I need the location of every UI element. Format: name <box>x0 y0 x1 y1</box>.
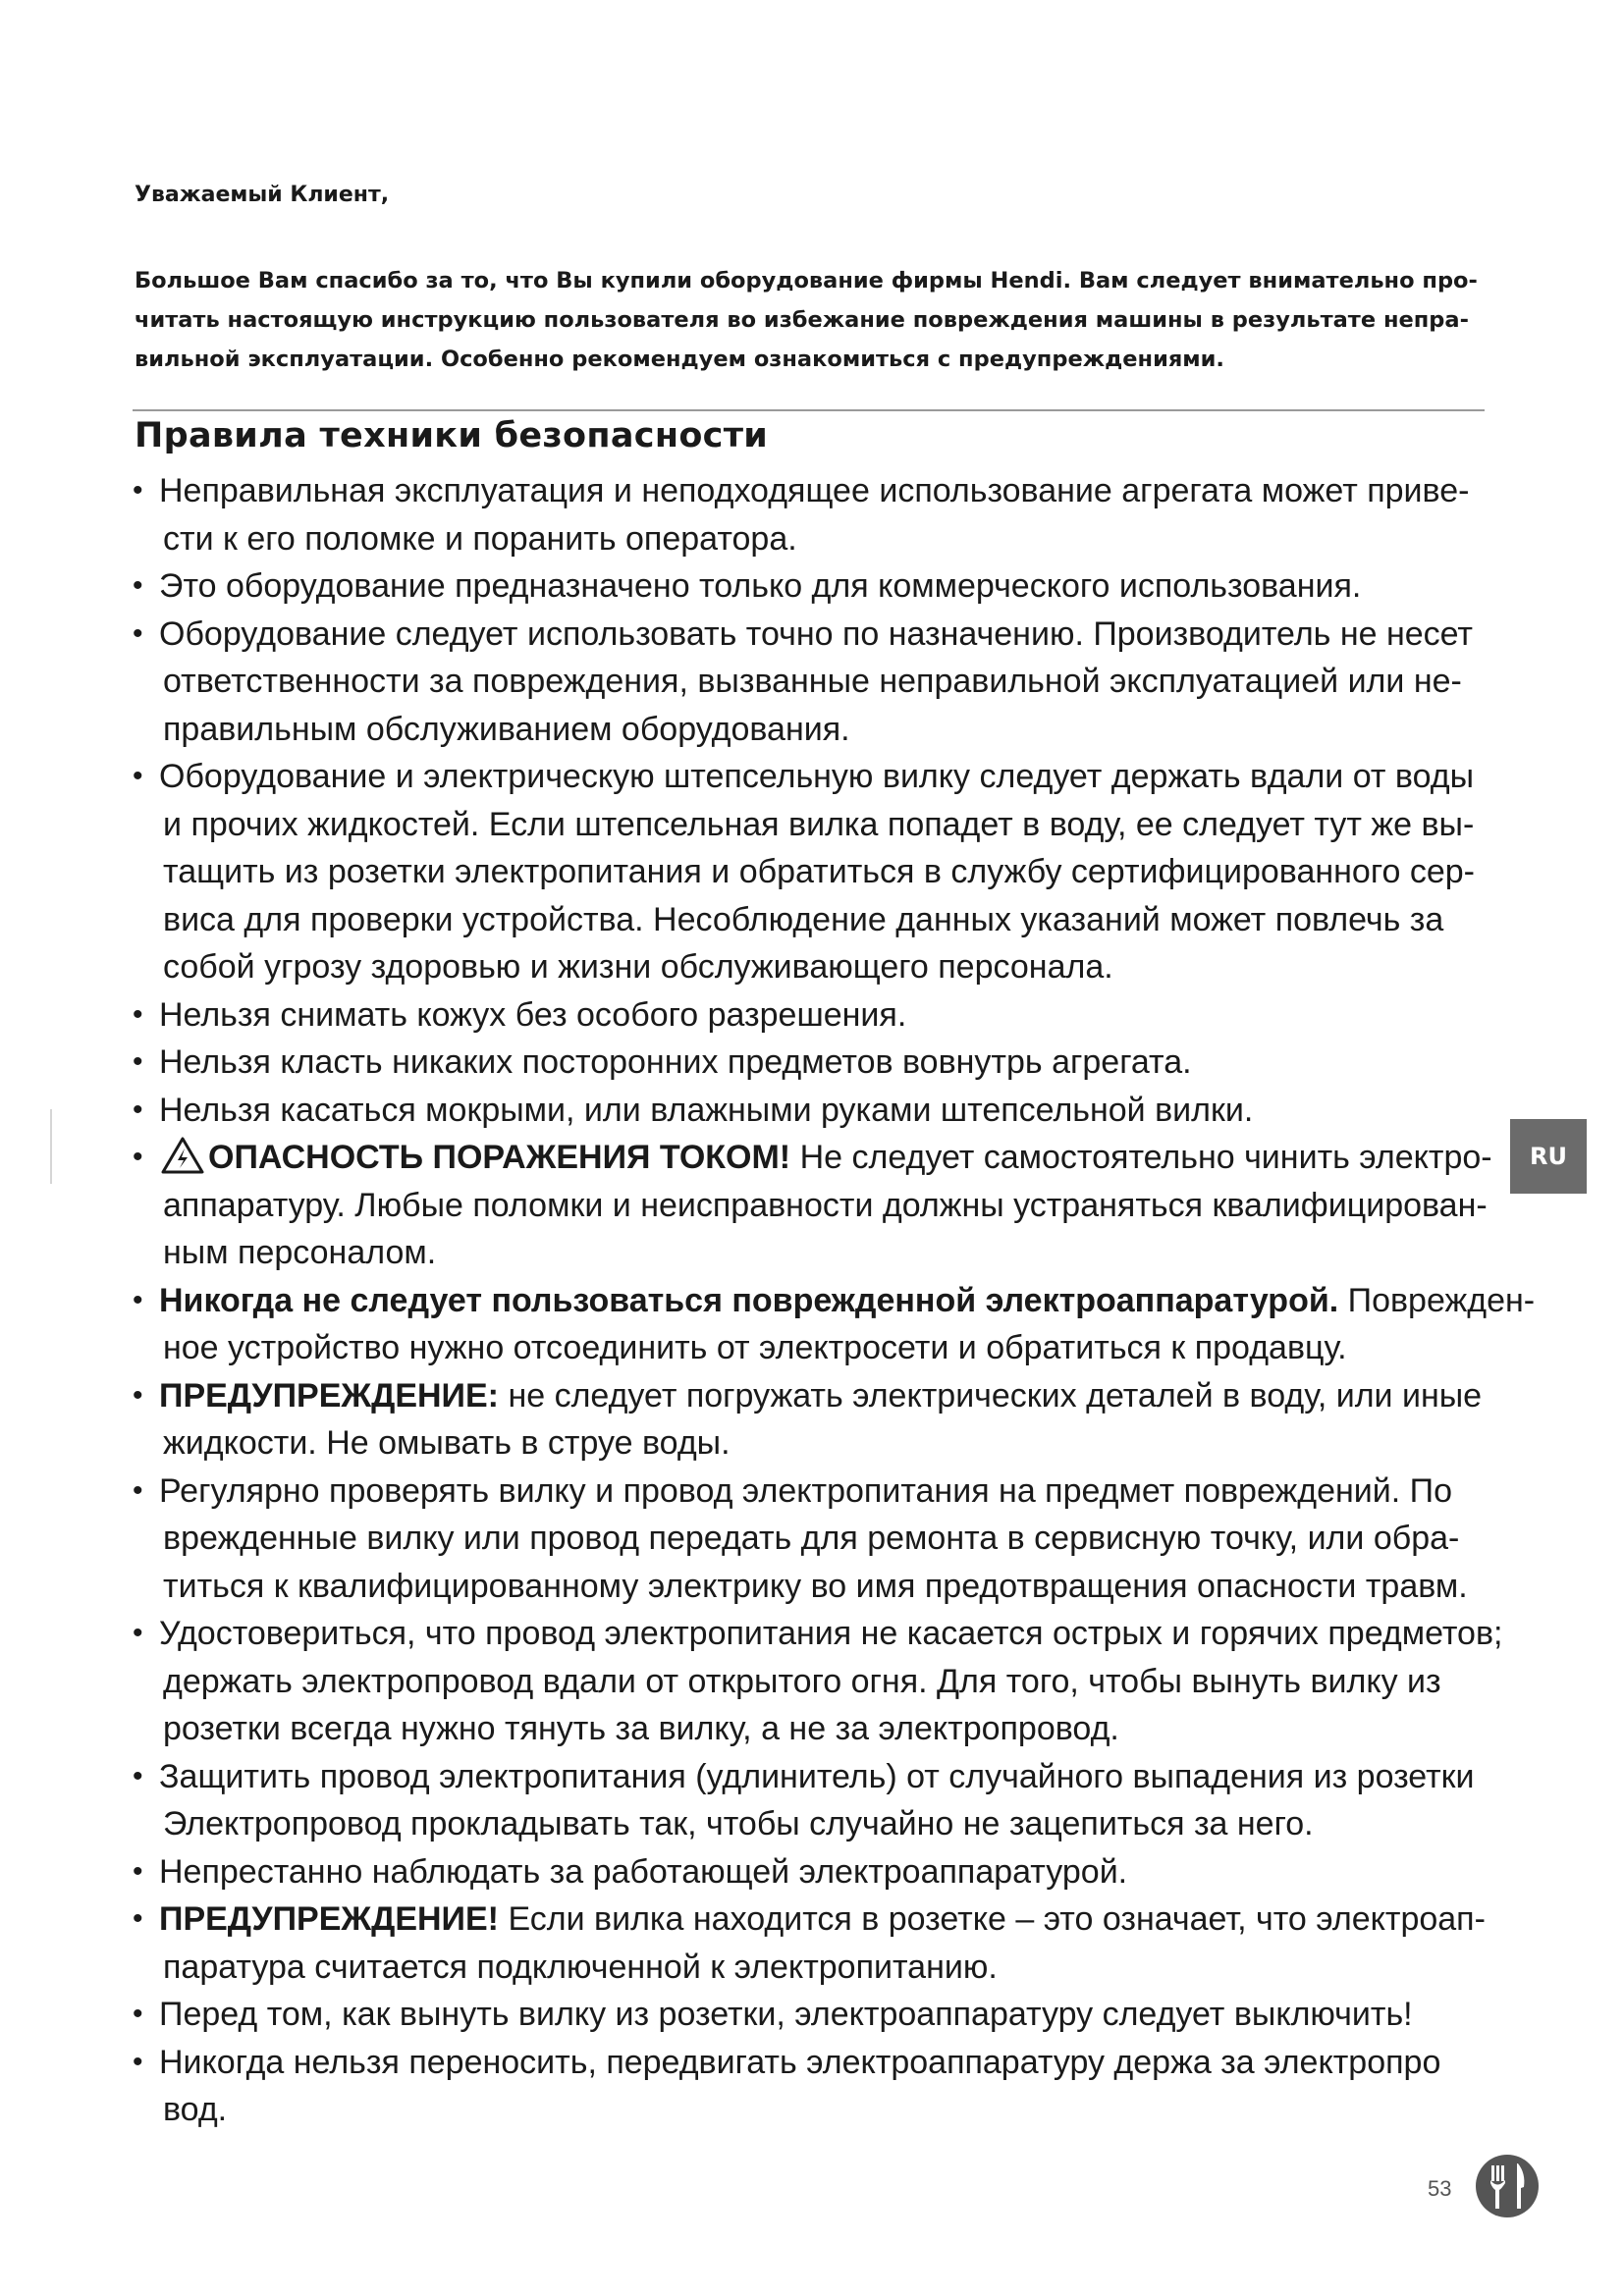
rule-emphasis: ПРЕДУПРЕЖДЕНИЕ: <box>159 1376 499 1415</box>
rule-line: Защитить провод электропитания (удлинитель) от случайного выпадения из розетки <box>159 1757 1475 1795</box>
margin-line <box>50 1109 52 1184</box>
rule-line: держать электропровод вдали от открытого огня. Для того, чтобы вынуть вилку из <box>163 1662 1441 1700</box>
bullet-icon: • <box>133 760 143 792</box>
rule-line: сти к его поломке и поранить оператора. <box>163 519 797 558</box>
intro-paragraph <box>135 261 1499 379</box>
safety-rule-item <box>133 1134 1502 1277</box>
rule-line: розетки всегда нужно тянуть за вилку, а не за электропровод. <box>163 1710 1119 1747</box>
bullet-icon: • <box>133 1093 143 1126</box>
rule-line: виса для проверки устройства. Несоблюдение данных указаний может повлечь за <box>163 900 1444 938</box>
rule-emphasis: ПРЕДУПРЕЖДЕНИЕ! <box>159 1900 499 1938</box>
page-number: 53 <box>1428 2176 1452 2201</box>
rule-line: аппаратуру. Любые поломки и неисправности должны устраняться квалифицирован- <box>163 1186 1488 1224</box>
rule-line: титься к квалифицированному электрику во имя предотвращения опасности травм. <box>163 1567 1468 1605</box>
language-tab[interactable]: RU <box>1510 1119 1587 1194</box>
intro-line: вильной эксплуатации. Особенно рекомендуем ознакомиться с предупреждениями. <box>135 347 1224 372</box>
safety-rule-item <box>133 1468 1502 1611</box>
rule-line: Удостовериться, что провод электропитания не касается острых и горячих предметов; <box>159 1615 1503 1652</box>
rule-line <box>159 1277 1536 1325</box>
safety-rule-item <box>133 611 1502 754</box>
bullet-icon: • <box>133 2045 143 2078</box>
rule-text: не следует погружать электрических деталей в воду, или иные <box>499 1376 1483 1415</box>
rule-line <box>159 1372 1502 1420</box>
section-heading: Правила техники безопасности <box>135 416 769 455</box>
bullet-icon: • <box>133 1378 143 1412</box>
bullet-icon: • <box>133 1854 143 1888</box>
safety-rule-item <box>133 467 1502 562</box>
rule-line: ным персоналом. <box>163 1234 437 1271</box>
rule-line: ответственности за повреждения, вызванные неправильной эксплуатацией или не- <box>163 663 1462 700</box>
safety-rule-item <box>133 1896 1502 1991</box>
rule-emphasis: Никогда не следует пользоваться поврежденной электроаппаратурой. <box>159 1281 1339 1319</box>
bullet-icon: • <box>133 1617 143 1649</box>
bullet-icon: • <box>133 474 143 507</box>
rule-line: Это оборудование предназначено только для коммерческого использования. <box>159 567 1362 605</box>
rule-line: Нельзя класть никаких посторонних предметов вовнутрь агрегата. <box>159 1043 1192 1081</box>
bullet-icon: • <box>133 1045 143 1078</box>
rule-line: паратура считается подключенной к электропитанию. <box>163 1948 998 1986</box>
rule-line: Регулярно проверять вилку и провод электропитания на предмет повреждений. По <box>159 1471 1452 1510</box>
bullet-icon: • <box>133 569 143 602</box>
bullet-icon: • <box>133 1473 143 1507</box>
rule-line: ное устройство нужно отсоединить от электросети и обратиться к продавцу. <box>163 1329 1347 1366</box>
safety-rule-item <box>133 1372 1502 1468</box>
safety-rule-item <box>133 1753 1502 1848</box>
safety-rule-item <box>133 562 1502 611</box>
safety-rule-item <box>133 753 1502 991</box>
rule-line: тащить из розетки электропитания и обратиться в службу сертифицированного сер- <box>163 853 1475 890</box>
rule-line: Нельзя касаться мокрыми, или влажными руками штепсельной вилки. <box>159 1091 1254 1129</box>
section-divider <box>133 409 1485 411</box>
rule-text: Не следует самостоятельно чинить электро- <box>790 1139 1492 1176</box>
rule-line: врежденные вилку или провод передать для ремонта в сервисную точку, или обра- <box>163 1520 1460 1557</box>
rule-line: собой угрозу здоровью и жизни обслуживающего персонала. <box>163 948 1113 986</box>
rule-line: Перед том, как вынуть вилку из розетки, электроаппаратуру следует выключить! <box>159 1996 1413 2033</box>
rule-line: Непрестанно наблюдать за работающей электроаппаратурой. <box>159 1852 1128 1891</box>
rule-emphasis: ОПАСНОСТЬ ПОРАЖЕНИЯ ТОКОМ! <box>208 1139 791 1176</box>
greeting: Уважаемый Клиент, <box>135 183 390 207</box>
rule-line: вод. <box>163 2091 228 2128</box>
safety-rule-item <box>133 1991 1502 2039</box>
rule-line: Нельзя снимать кожух без особого разрешения. <box>159 995 907 1034</box>
rule-line: Электропровод прокладывать так, чтобы случайно не зацепиться за него. <box>163 1805 1314 1842</box>
rule-line: Оборудование и электрическую штепсельную вилку следует держать вдали от воды <box>159 758 1475 795</box>
rule-line <box>159 1896 1502 1944</box>
intro-line: Большое Вам спасибо за то, что Вы купили оборудование фирмы Hendi. Вам следует внимательно про- <box>135 268 1478 294</box>
rule-line: жидкости. Не омывать в струе воды. <box>163 1424 731 1462</box>
rule-text: Если вилка находится в розетке – это означает, что электроап- <box>499 1900 1486 1938</box>
electric-hazard-icon <box>161 1137 204 1174</box>
bullet-icon: • <box>133 1141 143 1173</box>
rule-line: Неправильная эксплуатация и неподходящее использование агрегата может приве- <box>159 472 1470 509</box>
safety-rule-item <box>133 2039 1502 2134</box>
rule-text: Поврежден- <box>1338 1281 1536 1319</box>
safety-rule-item <box>133 1039 1502 1087</box>
rule-line <box>159 1134 1502 1182</box>
safety-rule-item <box>133 1848 1502 1896</box>
cutlery-icon <box>1475 2154 1540 2223</box>
rule-line: и прочих жидкостей. Если штепсельная вилка попадет в воду, ее следует тут же вы- <box>163 805 1475 843</box>
rule-line: правильным обслуживанием оборудования. <box>163 710 850 748</box>
bullet-icon: • <box>133 1759 143 1792</box>
safety-rule-item <box>133 1277 1536 1372</box>
rule-line: Никогда нельзя переносить, передвигать электроаппаратуру держа за электропро <box>159 2043 1441 2081</box>
bullet-icon: • <box>133 997 143 1031</box>
bullet-icon: • <box>133 1902 143 1935</box>
safety-rules-list <box>133 467 1536 2134</box>
safety-rule-item <box>133 1087 1502 1135</box>
bullet-icon: • <box>133 1283 143 1316</box>
rule-line: Оборудование следует использовать точно по назначению. Производитель не несет <box>159 614 1473 653</box>
bullet-icon: • <box>133 1998 143 2030</box>
intro-line: читать настоящую инструкцию пользователя во избежание повреждения машины в результате непра- <box>135 307 1469 333</box>
safety-rule-item <box>133 1610 1502 1753</box>
safety-rule-item <box>133 991 1502 1040</box>
bullet-icon: • <box>133 616 143 650</box>
